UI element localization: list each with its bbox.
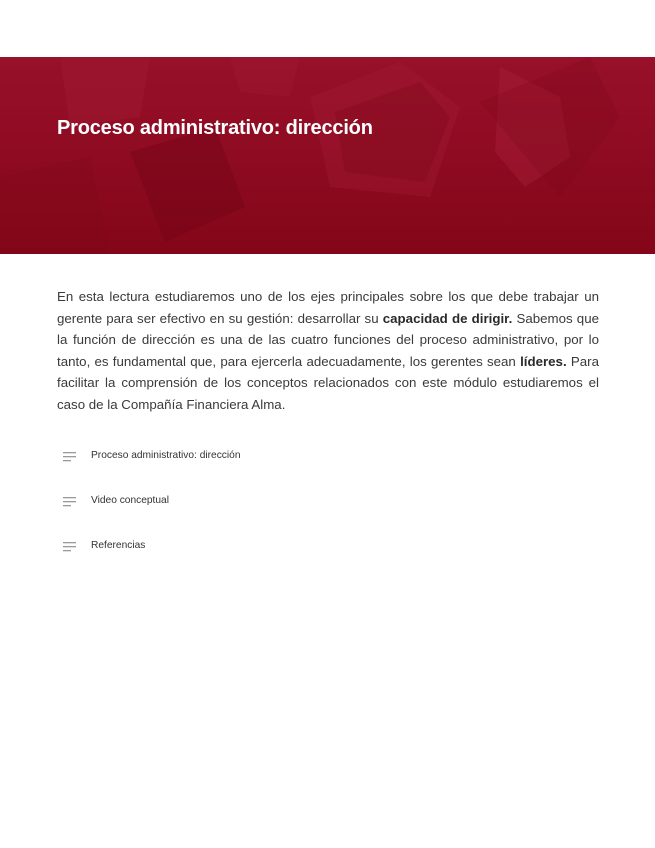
intro-text-2: Sabemos que la función de dirección es una de las cuatro funciones del proceso administrativo, por lo tanto, es fundamental que, para ejercerla adecuadamente, los gerentes sean <box>57 310 599 369</box>
lesson-label: Referencias <box>91 540 146 551</box>
lesson-label: Video conceptual <box>91 495 169 506</box>
lesson-item-proceso-administrativo[interactable] <box>57 441 599 470</box>
intro-bold-2: líderes. <box>520 353 567 369</box>
hero-banner <box>0 57 655 254</box>
page-title: Proceso administrativo: dirección <box>57 117 373 139</box>
intro-bold-1: capacidad de dirigir. <box>382 310 513 326</box>
lesson-label: Proceso administrativo: dirección <box>91 450 241 461</box>
text-lines-icon <box>63 540 78 552</box>
text-lines-icon <box>63 450 78 462</box>
lesson-list <box>57 441 599 576</box>
lesson-item-video-conceptual[interactable] <box>57 486 599 515</box>
intro-text-3: Para facilitar la comprensión de los conceptos relacionados con este módulo estudiaremos el caso de la Compañía Financiera Alma. <box>57 353 599 412</box>
lesson-item-referencias[interactable] <box>57 531 599 560</box>
intro-text-1: En esta lectura estudiaremos uno de los ejes principales sobre los que debe trabajar un gerente para ser efectivo en su gestión: desarrollar su <box>57 289 599 326</box>
hero-background-image <box>0 57 655 254</box>
text-lines-icon <box>63 495 78 507</box>
intro-paragraph <box>57 286 599 416</box>
